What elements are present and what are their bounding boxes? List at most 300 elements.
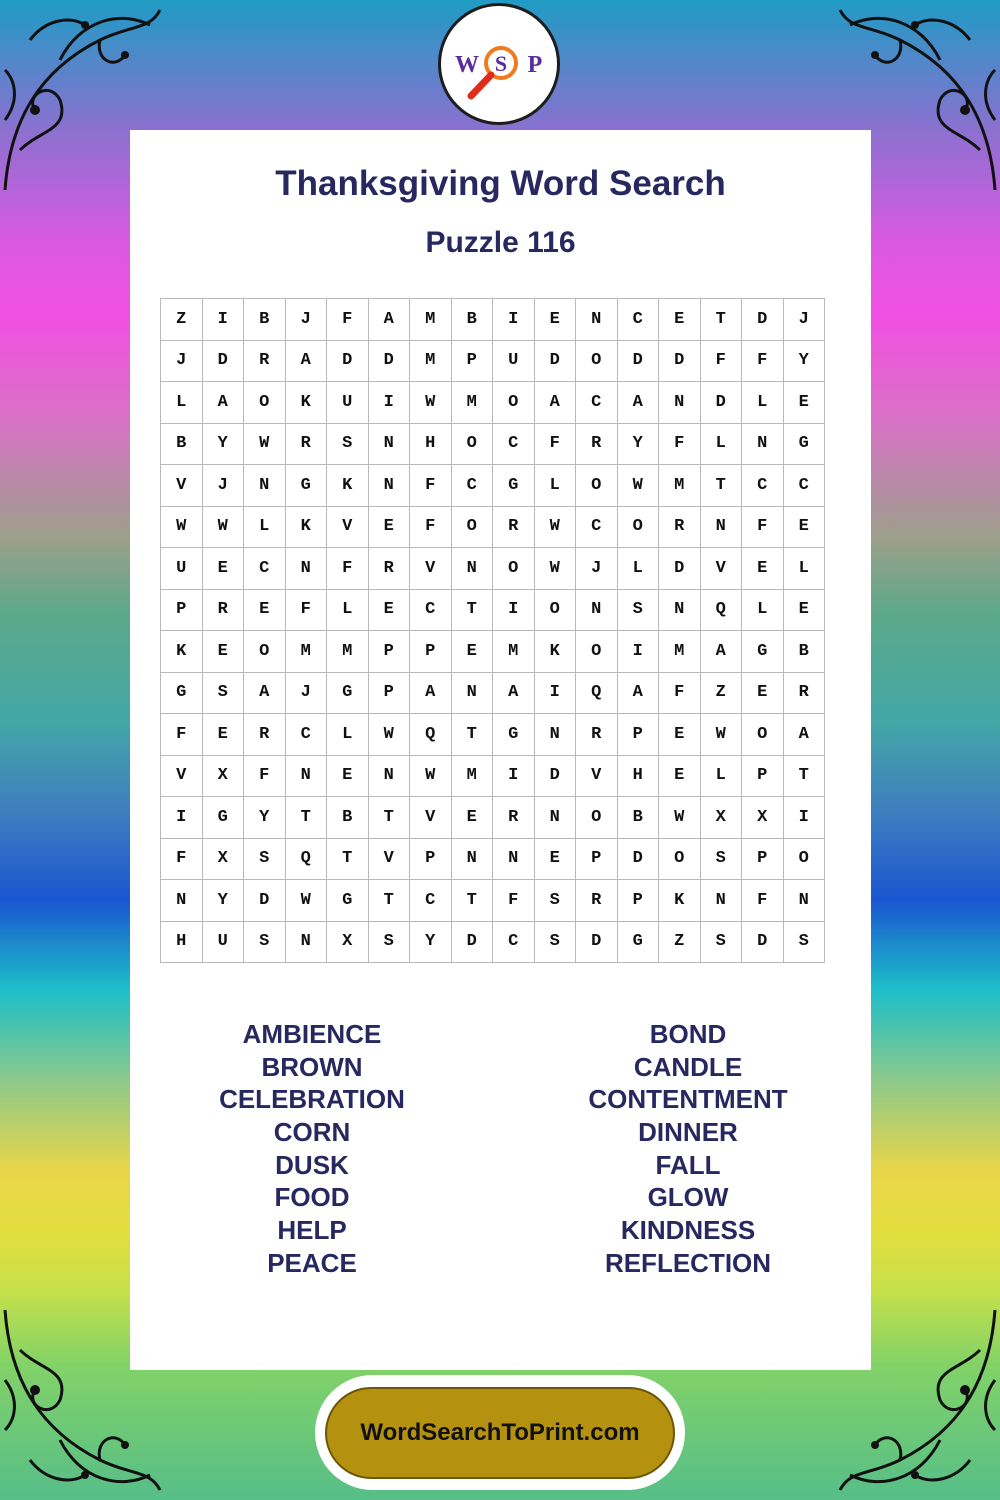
logo-letter-s: S	[494, 51, 508, 76]
grid-cell[interactable]: L	[327, 714, 369, 756]
grid-cell[interactable]: D	[202, 340, 244, 382]
grid-cell[interactable]: O	[493, 548, 535, 590]
grid-cell[interactable]: F	[161, 714, 203, 756]
grid-cell[interactable]: Y	[617, 423, 659, 465]
logo-letter-w: W	[455, 52, 479, 78]
grid-cell[interactable]: W	[285, 880, 327, 922]
grid-cell[interactable]: O	[451, 423, 493, 465]
grid-cell[interactable]: P	[451, 340, 493, 382]
grid-cell[interactable]: G	[493, 465, 535, 507]
grid-cell[interactable]: C	[576, 382, 618, 424]
puzzle-sheet	[130, 130, 871, 1370]
grid-cell[interactable]: G	[617, 921, 659, 963]
grid-cell[interactable]: M	[659, 465, 701, 507]
grid-cell[interactable]: O	[783, 838, 825, 880]
grid-cell[interactable]: I	[493, 589, 535, 631]
grid-cell[interactable]: F	[700, 340, 742, 382]
grid-cell[interactable]: N	[700, 880, 742, 922]
grid-cell[interactable]: F	[742, 880, 784, 922]
grid-cell[interactable]: P	[742, 838, 784, 880]
grid-cell[interactable]: T	[285, 797, 327, 839]
grid-cell[interactable]: P	[617, 714, 659, 756]
grid-cell[interactable]: F	[659, 672, 701, 714]
word-list-item: GLOW	[647, 1182, 729, 1213]
grid-cell[interactable]: E	[783, 506, 825, 548]
grid-cell[interactable]: E	[783, 589, 825, 631]
grid-cell[interactable]: E	[202, 548, 244, 590]
grid-cell[interactable]: F	[410, 465, 452, 507]
grid-cell[interactable]: V	[327, 506, 369, 548]
grid-cell[interactable]: A	[410, 672, 452, 714]
grid-cell[interactable]: O	[659, 838, 701, 880]
grid-cell[interactable]: Q	[410, 714, 452, 756]
grid-cell[interactable]: P	[161, 589, 203, 631]
grid-cell[interactable]: G	[285, 465, 327, 507]
grid-cell[interactable]: Q	[285, 838, 327, 880]
grid-row	[161, 299, 825, 341]
grid-row	[161, 340, 825, 382]
word-list-item: BOND	[649, 1019, 727, 1049]
grid-cell[interactable]: X	[700, 797, 742, 839]
grid-cell[interactable]: M	[659, 631, 701, 673]
grid-cell[interactable]: X	[327, 921, 369, 963]
grid-cell[interactable]: P	[410, 631, 452, 673]
grid-cell[interactable]: C	[244, 548, 286, 590]
grid-row	[161, 465, 825, 507]
grid-cell[interactable]: N	[451, 672, 493, 714]
grid-cell[interactable]: W	[410, 382, 452, 424]
grid-cell[interactable]: W	[410, 755, 452, 797]
grid-cell[interactable]: G	[783, 423, 825, 465]
grid-cell[interactable]: Z	[161, 299, 203, 341]
grid-cell[interactable]: O	[576, 797, 618, 839]
grid-cell[interactable]: D	[617, 340, 659, 382]
grid-cell[interactable]: D	[617, 838, 659, 880]
grid-cell[interactable]: K	[327, 465, 369, 507]
grid-cell[interactable]: O	[617, 506, 659, 548]
grid-cell[interactable]: Z	[700, 672, 742, 714]
grid-cell[interactable]: K	[534, 631, 576, 673]
grid-cell[interactable]: R	[576, 880, 618, 922]
grid-cell[interactable]: Q	[576, 672, 618, 714]
grid-cell[interactable]: L	[742, 589, 784, 631]
grid-cell[interactable]: B	[451, 299, 493, 341]
letter-grid	[160, 298, 825, 963]
grid-cell[interactable]: O	[742, 714, 784, 756]
grid-cell[interactable]: E	[368, 506, 410, 548]
grid-cell[interactable]: D	[327, 340, 369, 382]
grid-cell[interactable]: E	[742, 672, 784, 714]
word-list-item: CANDLE	[633, 1051, 743, 1082]
grid-cell[interactable]: L	[327, 589, 369, 631]
grid-cell[interactable]: C	[410, 880, 452, 922]
grid-cell[interactable]: A	[285, 340, 327, 382]
grid-cell[interactable]: K	[285, 506, 327, 548]
grid-cell[interactable]: J	[285, 299, 327, 341]
grid-cell[interactable]: T	[368, 797, 410, 839]
grid-cell[interactable]: C	[742, 465, 784, 507]
grid-cell[interactable]: C	[410, 589, 452, 631]
grid-cell[interactable]: E	[534, 838, 576, 880]
grid-cell[interactable]: O	[244, 382, 286, 424]
grid-cell[interactable]: S	[783, 921, 825, 963]
site-link-button[interactable]: WordSearchToPrint.com	[325, 1387, 675, 1479]
grid-cell[interactable]: Y	[244, 797, 286, 839]
grid-cell[interactable]: N	[368, 423, 410, 465]
grid-cell[interactable]: J	[285, 672, 327, 714]
grid-cell[interactable]: N	[451, 548, 493, 590]
grid-cell[interactable]: V	[700, 548, 742, 590]
grid-cell[interactable]: W	[534, 548, 576, 590]
grid-cell[interactable]: J	[161, 340, 203, 382]
grid-cell[interactable]: N	[742, 423, 784, 465]
grid-cell[interactable]: G	[493, 714, 535, 756]
grid-cell[interactable]: U	[493, 340, 535, 382]
grid-cell[interactable]: D	[700, 382, 742, 424]
word-list-item: HELP	[277, 1215, 347, 1246]
grid-cell[interactable]: E	[659, 299, 701, 341]
grid-cell[interactable]: C	[783, 465, 825, 507]
grid-cell[interactable]: Q	[700, 589, 742, 631]
grid-cell[interactable]: N	[700, 506, 742, 548]
grid-cell[interactable]: I	[783, 797, 825, 839]
grid-cell[interactable]: E	[202, 714, 244, 756]
puzzle-number: Puzzle 116	[425, 226, 576, 259]
grid-cell[interactable]: O	[244, 631, 286, 673]
grid-cell[interactable]: T	[327, 838, 369, 880]
grid-cell[interactable]: F	[534, 423, 576, 465]
grid-row	[161, 714, 825, 756]
grid-cell[interactable]: F	[161, 838, 203, 880]
grid-cell[interactable]: D	[368, 340, 410, 382]
grid-cell[interactable]: M	[327, 631, 369, 673]
grid-cell[interactable]: P	[617, 880, 659, 922]
grid-cell[interactable]: O	[534, 589, 576, 631]
grid-cell[interactable]: A	[700, 631, 742, 673]
grid-cell[interactable]: T	[451, 589, 493, 631]
word-list-item: AMBIENCE	[242, 1019, 382, 1049]
grid-cell[interactable]: R	[493, 506, 535, 548]
grid-cell[interactable]: W	[617, 465, 659, 507]
grid-cell[interactable]: T	[368, 880, 410, 922]
grid-cell[interactable]: T	[700, 299, 742, 341]
grid-cell[interactable]: F	[244, 755, 286, 797]
grid-cell[interactable]: V	[368, 838, 410, 880]
grid-cell[interactable]: H	[161, 921, 203, 963]
grid-cell[interactable]: A	[368, 299, 410, 341]
grid-cell[interactable]: B	[161, 423, 203, 465]
grid-cell[interactable]: F	[493, 880, 535, 922]
grid-cell[interactable]: P	[742, 755, 784, 797]
grid-cell[interactable]: A	[493, 672, 535, 714]
grid-cell[interactable]: K	[659, 880, 701, 922]
grid-cell[interactable]: J	[202, 465, 244, 507]
grid-cell[interactable]: S	[202, 672, 244, 714]
word-list-item: PEACE	[267, 1247, 357, 1278]
grid-cell[interactable]: N	[576, 589, 618, 631]
grid-cell[interactable]: S	[244, 838, 286, 880]
word-list-item: REFLECTION	[604, 1247, 772, 1278]
grid-cell[interactable]: S	[700, 838, 742, 880]
grid-cell[interactable]: D	[534, 340, 576, 382]
grid-cell[interactable]: E	[451, 797, 493, 839]
grid-cell[interactable]: Y	[410, 921, 452, 963]
grid-cell[interactable]: X	[742, 797, 784, 839]
grid-cell[interactable]: N	[576, 299, 618, 341]
grid-cell[interactable]: D	[451, 921, 493, 963]
grid-cell[interactable]: U	[202, 921, 244, 963]
grid-cell[interactable]: C	[451, 465, 493, 507]
grid-cell[interactable]: M	[451, 755, 493, 797]
grid-cell[interactable]: N	[285, 755, 327, 797]
grid-cell[interactable]: C	[493, 921, 535, 963]
grid-row	[161, 548, 825, 590]
grid-cell[interactable]: L	[244, 506, 286, 548]
grid-cell[interactable]: V	[161, 755, 203, 797]
grid-cell[interactable]: K	[285, 382, 327, 424]
grid-cell[interactable]: I	[161, 797, 203, 839]
grid-cell[interactable]: P	[368, 631, 410, 673]
grid-cell[interactable]: L	[742, 382, 784, 424]
grid-cell[interactable]: F	[742, 506, 784, 548]
grid-cell[interactable]: D	[244, 880, 286, 922]
grid-cell[interactable]: L	[783, 548, 825, 590]
grid-row	[161, 838, 825, 880]
grid-cell[interactable]: Y	[202, 880, 244, 922]
grid-cell[interactable]: D	[659, 340, 701, 382]
grid-cell[interactable]: X	[202, 838, 244, 880]
grid-cell[interactable]: F	[327, 548, 369, 590]
grid-cell[interactable]: I	[368, 382, 410, 424]
grid-cell[interactable]: L	[161, 382, 203, 424]
grid-cell[interactable]: V	[161, 465, 203, 507]
grid-cell[interactable]: S	[368, 921, 410, 963]
grid-cell[interactable]: M	[285, 631, 327, 673]
grid-cell[interactable]: M	[410, 340, 452, 382]
grid-cell[interactable]: F	[742, 340, 784, 382]
grid-cell[interactable]: U	[161, 548, 203, 590]
grid-cell[interactable]: V	[410, 548, 452, 590]
grid-cell[interactable]: J	[783, 299, 825, 341]
grid-cell[interactable]: B	[244, 299, 286, 341]
grid-cell[interactable]: N	[285, 548, 327, 590]
grid-cell[interactable]: H	[410, 423, 452, 465]
grid-row	[161, 423, 825, 465]
grid-cell[interactable]: N	[534, 714, 576, 756]
grid-cell[interactable]: F	[327, 299, 369, 341]
grid-cell[interactable]: V	[410, 797, 452, 839]
grid-cell[interactable]: S	[534, 921, 576, 963]
grid-cell[interactable]: R	[493, 797, 535, 839]
grid-cell[interactable]: I	[493, 299, 535, 341]
grid-cell[interactable]: W	[244, 423, 286, 465]
grid-cell[interactable]: E	[534, 299, 576, 341]
grid-cell[interactable]: G	[327, 880, 369, 922]
grid-cell[interactable]: O	[493, 382, 535, 424]
grid-cell[interactable]: N	[659, 589, 701, 631]
grid-cell[interactable]: P	[410, 838, 452, 880]
grid-cell[interactable]: G	[742, 631, 784, 673]
grid-cell[interactable]: N	[244, 465, 286, 507]
grid-cell[interactable]: Z	[659, 921, 701, 963]
grid-cell[interactable]: P	[576, 838, 618, 880]
grid-cell[interactable]: I	[493, 755, 535, 797]
grid-cell[interactable]: S	[700, 921, 742, 963]
word-list-item: KINDNESS	[620, 1215, 756, 1246]
grid-cell[interactable]: N	[451, 838, 493, 880]
grid-cell[interactable]: W	[161, 506, 203, 548]
grid-cell[interactable]: V	[576, 755, 618, 797]
grid-cell[interactable]: C	[576, 506, 618, 548]
grid-cell[interactable]: M	[493, 631, 535, 673]
grid-row	[161, 589, 825, 631]
grid-cell[interactable]: R	[783, 672, 825, 714]
grid-cell[interactable]: O	[576, 340, 618, 382]
grid-cell[interactable]: E	[202, 631, 244, 673]
grid-cell[interactable]: D	[742, 921, 784, 963]
grid-cell[interactable]: O	[576, 631, 618, 673]
grid-cell[interactable]: I	[202, 299, 244, 341]
grid-cell[interactable]: W	[534, 506, 576, 548]
grid-cell[interactable]: E	[659, 714, 701, 756]
grid-row	[161, 382, 825, 424]
grid-cell[interactable]: M	[410, 299, 452, 341]
word-list-item: DINNER	[638, 1117, 738, 1148]
grid-cell[interactable]: T	[700, 465, 742, 507]
grid-cell[interactable]: U	[327, 382, 369, 424]
word-list-item: DUSK	[275, 1149, 349, 1180]
grid-cell[interactable]: E	[327, 755, 369, 797]
grid-cell[interactable]: D	[576, 921, 618, 963]
grid-cell[interactable]: Y	[783, 340, 825, 382]
grid-cell[interactable]: D	[742, 299, 784, 341]
grid-cell[interactable]: O	[451, 506, 493, 548]
grid-cell[interactable]: L	[534, 465, 576, 507]
grid-cell[interactable]: W	[202, 506, 244, 548]
wsp-logo	[438, 3, 560, 125]
grid-cell[interactable]: A	[244, 672, 286, 714]
grid-cell[interactable]: L	[700, 755, 742, 797]
grid-row	[161, 506, 825, 548]
grid-cell[interactable]: A	[617, 672, 659, 714]
word-list-item: FALL	[655, 1149, 721, 1180]
magnifier-handle	[471, 75, 491, 96]
grid-cell[interactable]: F	[410, 506, 452, 548]
grid-cell[interactable]: X	[202, 755, 244, 797]
grid-cell[interactable]: P	[368, 672, 410, 714]
grid-cell[interactable]: W	[368, 714, 410, 756]
grid-cell[interactable]: G	[202, 797, 244, 839]
grid-cell[interactable]: G	[327, 672, 369, 714]
grid-cell[interactable]: E	[742, 548, 784, 590]
page-title: Thanksgiving Word Search	[275, 164, 726, 203]
grid-row	[161, 797, 825, 839]
grid-cell[interactable]: N	[534, 797, 576, 839]
word-list-item: CORN	[273, 1117, 351, 1148]
grid-row	[161, 631, 825, 673]
grid-cell[interactable]: E	[368, 589, 410, 631]
grid-cell[interactable]: H	[617, 755, 659, 797]
grid-row	[161, 921, 825, 963]
grid-cell[interactable]: Y	[202, 423, 244, 465]
grid-cell[interactable]: J	[576, 548, 618, 590]
grid-cell[interactable]: W	[700, 714, 742, 756]
grid-cell[interactable]: C	[617, 299, 659, 341]
grid-cell[interactable]: E	[244, 589, 286, 631]
grid-cell[interactable]: T	[451, 880, 493, 922]
grid-cell[interactable]: N	[368, 755, 410, 797]
grid-cell[interactable]: B	[327, 797, 369, 839]
grid-cell[interactable]: C	[493, 423, 535, 465]
grid-cell[interactable]: R	[576, 714, 618, 756]
grid-cell[interactable]: C	[285, 714, 327, 756]
grid-cell[interactable]: N	[493, 838, 535, 880]
grid-cell[interactable]: L	[617, 548, 659, 590]
word-list-left	[162, 1018, 462, 1280]
grid-row	[161, 755, 825, 797]
grid-cell[interactable]: R	[244, 714, 286, 756]
grid-cell[interactable]: R	[244, 340, 286, 382]
grid-cell[interactable]: R	[202, 589, 244, 631]
grid-cell[interactable]: E	[451, 631, 493, 673]
grid-cell[interactable]: F	[659, 423, 701, 465]
grid-cell[interactable]: S	[617, 589, 659, 631]
grid-cell[interactable]: R	[368, 548, 410, 590]
grid-cell[interactable]: A	[202, 382, 244, 424]
word-list-item: FOOD	[274, 1182, 350, 1213]
grid-cell[interactable]: I	[617, 631, 659, 673]
grid-cell[interactable]: K	[161, 631, 203, 673]
word-list-item: CONTENTMENT	[588, 1084, 788, 1115]
grid-cell[interactable]: F	[285, 589, 327, 631]
grid-cell[interactable]: S	[534, 880, 576, 922]
grid-cell[interactable]: D	[534, 755, 576, 797]
grid-cell[interactable]: M	[451, 382, 493, 424]
grid-cell[interactable]: D	[659, 548, 701, 590]
grid-cell[interactable]: R	[576, 423, 618, 465]
grid-cell[interactable]: N	[161, 880, 203, 922]
grid-cell[interactable]: T	[783, 755, 825, 797]
grid-cell[interactable]: T	[451, 714, 493, 756]
grid-cell[interactable]: R	[285, 423, 327, 465]
grid-cell[interactable]: E	[659, 755, 701, 797]
grid-cell[interactable]: S	[244, 921, 286, 963]
grid-cell[interactable]: W	[659, 797, 701, 839]
grid-cell[interactable]: B	[617, 797, 659, 839]
grid-cell[interactable]: E	[783, 382, 825, 424]
logo-letter-p: P	[527, 52, 543, 78]
grid-row	[161, 880, 825, 922]
grid-row	[161, 672, 825, 714]
grid-cell[interactable]: N	[285, 921, 327, 963]
grid-cell[interactable]: A	[783, 714, 825, 756]
grid-cell[interactable]: B	[783, 631, 825, 673]
grid-cell[interactable]: S	[327, 423, 369, 465]
word-list-item: BROWN	[261, 1051, 363, 1082]
grid-cell[interactable]: G	[161, 672, 203, 714]
word-list-right	[538, 1018, 838, 1280]
grid-cell[interactable]: A	[534, 382, 576, 424]
grid-cell[interactable]: N	[783, 880, 825, 922]
grid-cell[interactable]: N	[659, 382, 701, 424]
word-list-item: CELEBRATION	[219, 1084, 405, 1115]
grid-cell[interactable]: N	[368, 465, 410, 507]
grid-cell[interactable]: A	[617, 382, 659, 424]
grid-cell[interactable]: L	[700, 423, 742, 465]
grid-cell[interactable]: I	[534, 672, 576, 714]
grid-cell[interactable]: O	[576, 465, 618, 507]
grid-cell[interactable]: R	[659, 506, 701, 548]
